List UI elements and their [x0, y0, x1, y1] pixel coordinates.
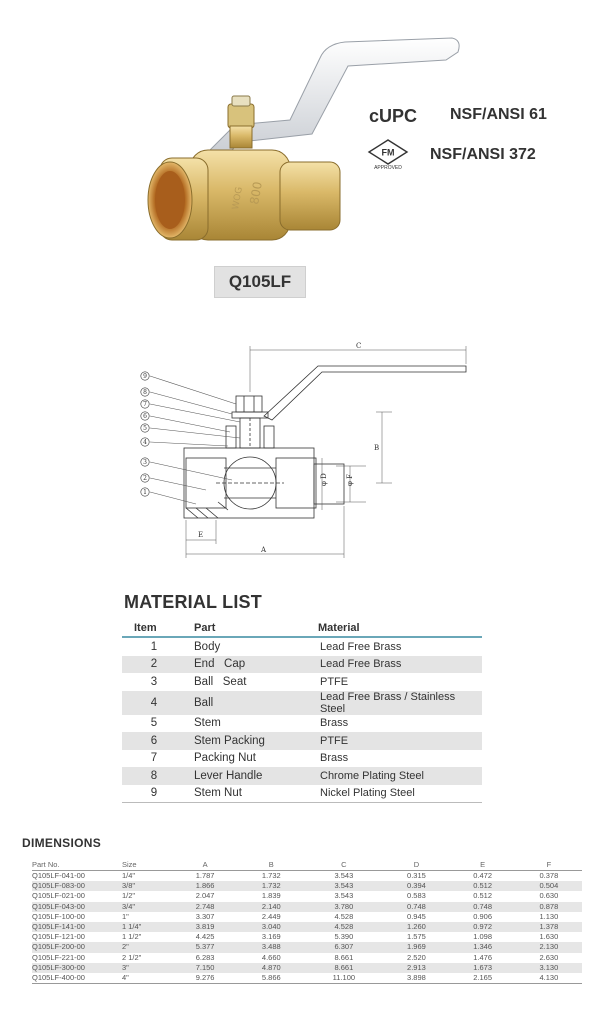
dim-part-no: Q105LF-221-00 [32, 952, 85, 962]
callout-5: 5 [143, 425, 147, 432]
dim-d: 0.748 [383, 902, 449, 912]
ball-valve-photo [140, 30, 470, 260]
dim-e: 0.906 [473, 911, 493, 921]
dim-header-e: E [450, 858, 516, 871]
dimensions-row [32, 922, 582, 932]
dim-e: 1.098 [473, 932, 493, 942]
dim-a: 1.866 [172, 881, 238, 891]
dimensions-row [32, 881, 582, 891]
dim-part-no: Q105LF-121-00 [32, 932, 85, 942]
dim-a: 5.377 [172, 942, 238, 952]
material-header-row [122, 620, 482, 637]
dim-c: 8.661 [304, 963, 383, 973]
dim-b: 3.488 [238, 942, 304, 952]
dim-f: 3.130 [516, 963, 582, 973]
dim-c: 3.780 [304, 902, 383, 912]
dim-size: 1" [122, 911, 129, 921]
material-list-table [122, 620, 482, 803]
dim-e: 0.972 [450, 922, 516, 932]
dim-size: 1/4" [122, 871, 136, 881]
dim-size: 3/8" [122, 881, 172, 891]
dimensions-table [32, 858, 582, 984]
dim-part-no: Q105LF-400-00 [32, 973, 122, 984]
dim-part-no: Q105LF-041-00 [32, 871, 85, 881]
dim-b: 3.040 [238, 922, 304, 932]
dim-size: 3/4" [122, 902, 172, 912]
dim-header-size: Size [122, 858, 172, 871]
dim-a: 7.150 [172, 963, 238, 973]
dim-a: 9.276 [172, 973, 238, 984]
dim-size: 1/2" [122, 891, 136, 901]
dim-f: 0.378 [539, 871, 559, 881]
dim-b: 5.866 [238, 973, 304, 984]
dim-b: 2.140 [238, 902, 304, 912]
material-row [122, 732, 482, 750]
dim-b: 1.839 [261, 891, 281, 901]
material-row [122, 656, 482, 674]
dimensions-row [32, 912, 582, 922]
dim-f: 0.630 [539, 891, 559, 901]
dim-c: 4.528 [334, 911, 354, 921]
callout-6: 6 [143, 413, 147, 420]
dim-c: 3.543 [304, 881, 383, 891]
dim-f: 4.130 [516, 973, 582, 984]
cupc-mark: cUPC [369, 106, 418, 126]
fm-approved-icon [367, 138, 409, 170]
callout-2: 2 [143, 475, 147, 482]
dim-part-no: Q105LF-200-00 [32, 942, 122, 952]
dim-e: 0.748 [450, 902, 516, 912]
dim-part-no: Q105LF-043-00 [32, 902, 122, 912]
material-item: 6 [122, 732, 186, 750]
dim-header-f: F [516, 858, 582, 871]
dim-c: 5.390 [334, 932, 354, 942]
dim-label-e: E [198, 531, 204, 539]
material-item: 1 [150, 640, 158, 653]
material-row [122, 750, 482, 768]
material-item: 5 [150, 717, 158, 730]
callout-9: 9 [143, 373, 147, 380]
material-item: 7 [150, 752, 158, 765]
material-part: Stem Packing [186, 732, 318, 750]
dim-size: 1 1/2" [122, 932, 142, 942]
dimensions-row [32, 902, 582, 912]
dim-c: 4.528 [304, 922, 383, 932]
material-part: Stem Nut [186, 785, 318, 803]
dim-part-no: Q105LF-141-00 [32, 922, 122, 932]
model-badge [214, 266, 306, 298]
dim-label-d: φ D [320, 473, 328, 486]
dim-header-a: A [172, 858, 238, 871]
dim-b: 1.732 [261, 871, 281, 881]
dim-d: 3.898 [383, 973, 449, 984]
material-row [122, 767, 482, 785]
dim-c: 3.543 [334, 871, 354, 881]
material-part: Packing Nut [194, 752, 257, 765]
material-item: 4 [122, 691, 186, 715]
dim-d: 0.315 [407, 871, 426, 881]
header-part: Part [186, 620, 318, 637]
material-name: PTFE [318, 732, 482, 750]
callout-4: 4 [143, 439, 147, 446]
material-part: Body [194, 640, 221, 653]
dim-c: 6.307 [304, 942, 383, 952]
dim-d: 2.913 [383, 963, 449, 973]
material-row [122, 637, 482, 656]
dim-b: 2.449 [261, 911, 281, 921]
material-row [122, 673, 482, 691]
callout-1: 1 [143, 489, 147, 496]
dimensions-row [32, 891, 582, 901]
dim-d: 0.583 [407, 891, 426, 901]
dim-f: 1.378 [516, 922, 582, 932]
dim-d: 1.260 [383, 922, 449, 932]
dimensions-row [32, 871, 582, 882]
dim-part-no: Q105LF-300-00 [32, 963, 122, 973]
material-part: Ball Seat [194, 675, 247, 688]
dim-a: 3.819 [172, 922, 238, 932]
dim-e: 1.476 [473, 952, 493, 962]
dim-a: 1.787 [195, 871, 215, 881]
material-item: 8 [122, 767, 186, 785]
valve-technical-drawing [136, 340, 476, 565]
dim-label-f: φ F [346, 474, 354, 486]
svg-text:WOG: WOG [231, 186, 245, 211]
dim-e: 0.512 [450, 881, 516, 891]
material-name: PTFE [320, 675, 349, 688]
material-name: Brass [320, 752, 349, 765]
dim-header-b: B [238, 858, 304, 871]
dimensions-row [32, 932, 582, 942]
dimensions-row [32, 963, 582, 973]
dimensions-row [32, 973, 582, 984]
dim-b: 4.660 [261, 952, 281, 962]
dim-d: 0.394 [383, 881, 449, 891]
material-name: Nickel Plating Steel [318, 785, 482, 803]
dim-c: 11.100 [304, 973, 383, 984]
dim-size: 2" [122, 942, 172, 952]
material-item: 2 [122, 656, 186, 674]
dim-label-a: A [261, 546, 267, 554]
dim-d: 2.520 [407, 952, 426, 962]
callout-8: 8 [143, 389, 147, 396]
dim-e: 0.472 [473, 871, 493, 881]
dim-a: 2.047 [195, 891, 215, 901]
dim-b: 4.870 [238, 963, 304, 973]
material-row [122, 691, 482, 715]
material-item: 9 [122, 785, 186, 803]
nsf-ansi-372-mark: NSF/ANSI 372 [430, 146, 536, 163]
dim-a: 4.425 [195, 932, 215, 942]
material-list-title: MATERIAL LIST [124, 592, 262, 612]
dim-f: 1.130 [539, 911, 559, 921]
dim-f: 1.630 [539, 932, 559, 942]
material-name: Lead Free Brass [318, 656, 482, 674]
dim-f: 2.630 [539, 952, 559, 962]
dimensions-title: DIMENSIONS [22, 836, 102, 850]
dim-f: 0.878 [516, 902, 582, 912]
header-material: Material [318, 620, 482, 637]
callout-7: 7 [143, 401, 147, 408]
material-part: Stem [194, 717, 221, 730]
material-item: 3 [150, 675, 158, 688]
dim-header-d: D [383, 858, 449, 871]
dim-a: 2.748 [172, 902, 238, 912]
material-name: Lead Free Brass [320, 640, 402, 653]
model-label: Q105LF [228, 272, 292, 291]
material-name: Chrome Plating Steel [318, 767, 482, 785]
fm-approved-text: APPROVED [374, 165, 402, 170]
svg-text:800: 800 [247, 180, 265, 206]
header-item: Item [122, 620, 186, 637]
dim-label-c: C [356, 342, 362, 350]
dim-size: 4" [122, 973, 172, 984]
dim-d: 0.945 [407, 911, 426, 921]
dim-part-no: Q105LF-100-00 [32, 911, 85, 921]
dim-size: 3" [122, 963, 172, 973]
dim-header-part-no: Part No. [32, 858, 122, 871]
dim-label-b: B [374, 444, 380, 452]
dim-c: 3.543 [334, 891, 354, 901]
dim-e: 1.346 [450, 942, 516, 952]
material-name: Brass [320, 717, 349, 730]
dim-b: 3.169 [261, 932, 281, 942]
dim-f: 0.504 [516, 881, 582, 891]
dim-b: 1.732 [238, 881, 304, 891]
fm-logo-text: FM [381, 147, 395, 158]
dim-e: 0.512 [473, 891, 493, 901]
material-name: Lead Free Brass / Stainless Steel [318, 691, 482, 715]
material-part: Ball [186, 691, 318, 715]
dim-f: 2.130 [516, 942, 582, 952]
dim-e: 1.673 [450, 963, 516, 973]
dim-part-no: Q105LF-083-00 [32, 881, 122, 891]
material-part: End Cap [186, 656, 318, 674]
nsf-ansi-61-mark: NSF/ANSI 61 [450, 106, 547, 123]
dimensions-header-row [32, 858, 582, 871]
material-part: Lever Handle [186, 767, 318, 785]
dim-a: 6.283 [195, 952, 215, 962]
dim-d: 1.575 [407, 932, 426, 942]
dim-size: 2 1/2" [122, 952, 142, 962]
dim-header-c: C [304, 858, 383, 871]
dim-a: 3.307 [195, 911, 215, 921]
dim-part-no: Q105LF-021-00 [32, 891, 85, 901]
dim-d: 1.969 [383, 942, 449, 952]
material-row [122, 785, 482, 803]
dim-c: 8.661 [334, 952, 354, 962]
material-row [122, 715, 482, 733]
dim-e: 2.165 [450, 973, 516, 984]
dimensions-row [32, 942, 582, 952]
dim-size: 1 1/4" [122, 922, 172, 932]
callout-3: 3 [143, 459, 147, 466]
dimensions-row [32, 953, 582, 963]
